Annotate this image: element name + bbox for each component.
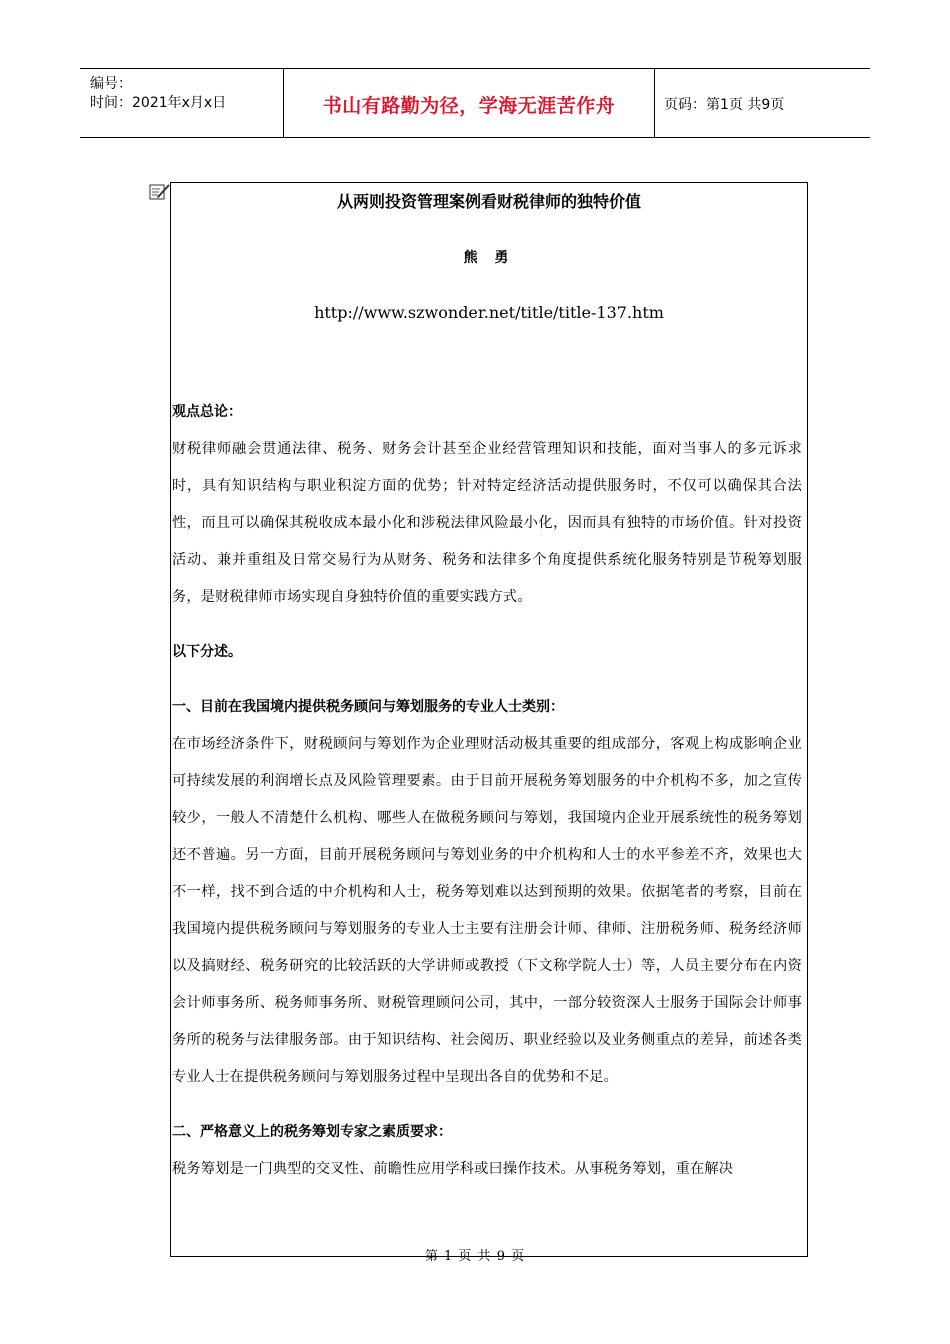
article-box bbox=[170, 182, 808, 1257]
header-page-info: 页码：第1页 共9页 bbox=[664, 97, 785, 113]
document-date-label: 时间：2021年x月x日 bbox=[90, 95, 227, 111]
article-body bbox=[172, 394, 802, 1188]
summary-heading: 观点总论： bbox=[172, 404, 242, 420]
edit-note-icon bbox=[149, 183, 171, 201]
intro-line: 以下分述。 bbox=[172, 644, 242, 660]
header-meta-cell bbox=[80, 69, 283, 137]
article-author: 熊 勇 bbox=[463, 250, 515, 266]
document-number-label: 编号： bbox=[90, 76, 132, 92]
header-motto: 书山有路勤为径，学海无涯苦作舟 bbox=[322, 95, 616, 117]
page-footer: 第 1 页 共 9 页 bbox=[424, 1249, 526, 1264]
article-source-url: http://www.szwonder.net/title/title-137.htm bbox=[314, 303, 664, 322]
section1-heading: 一、目前在我国境内提供税务顾问与筹划服务的专业人士类别： bbox=[172, 699, 564, 715]
article-title: 从两则投资管理案例看财税律师的独特价值 bbox=[336, 192, 641, 211]
section2-paragraph: 税务筹划是一门典型的交叉性、前瞻性应用学科或曰操作技术。从事税务筹划，重在解决 bbox=[172, 1161, 734, 1177]
header-motto-cell bbox=[283, 69, 655, 137]
header-page-cell bbox=[654, 69, 870, 137]
section2-heading: 二、严格意义上的税务筹划专家之素质要求： bbox=[172, 1124, 452, 1140]
section1-paragraph: 在市场经济条件下，财税顾问与筹划作为企业理财活动极其重要的组成部分，客观上构成影响企业可持续发展的利润增长点及风险管理要素。由于目前开展税务筹划服务的中介机构不多，加之宣传较少，一般人不清楚什么机构、哪些人在做税务顾问与筹划，我国境内企业开展系统性的税务筹划还不普遍。另一方面，目前开展税务顾问与筹划业务的中介机构和人士的水平参差不齐，效果也大不一样，找不到合适的中介机构和人士，税务筹划难以达到预期的效果。依据笔者的考察，目前在我国境内提供税务顾问与筹划服务的专业人士主要有注册会计师、律师、注册税务师、税务经济师以及搞财经、税务研究的比较活跃的大学讲师或教授（下文称学院人士）等，人员主要分布在内资会计师事务所、税务师事务所、财税管理顾问公司，其中，一部分较资深人士服务于国际会计师事务所的税务与法律服务部。由于知识结构、社会阅历、职业经验以及业务侧重点的差异，前述各类专业人士在提供税务顾问与筹划服务过程中呈现出各自的优势和不足。 bbox=[172, 736, 802, 1085]
summary-paragraph: 财税律师融会贯通法律、税务、财务会计甚至企业经营管理知识和技能，面对当事人的多元诉求时，具有知识结构与职业积淀方面的优势；针对特定经济活动提供服务时，不仅可以确保其合法性，而且可以确保其税收成本最小化和涉税法律风险最小化，因而具有独特的市场价值。针对投资活动、兼并重组及日常交易行为从财务、税务和法律多个角度提供系统化服务特别是节税筹划服务，是财税律师市场实现自身独特价值的重要实践方式。 bbox=[172, 441, 802, 605]
document-header bbox=[80, 68, 870, 138]
